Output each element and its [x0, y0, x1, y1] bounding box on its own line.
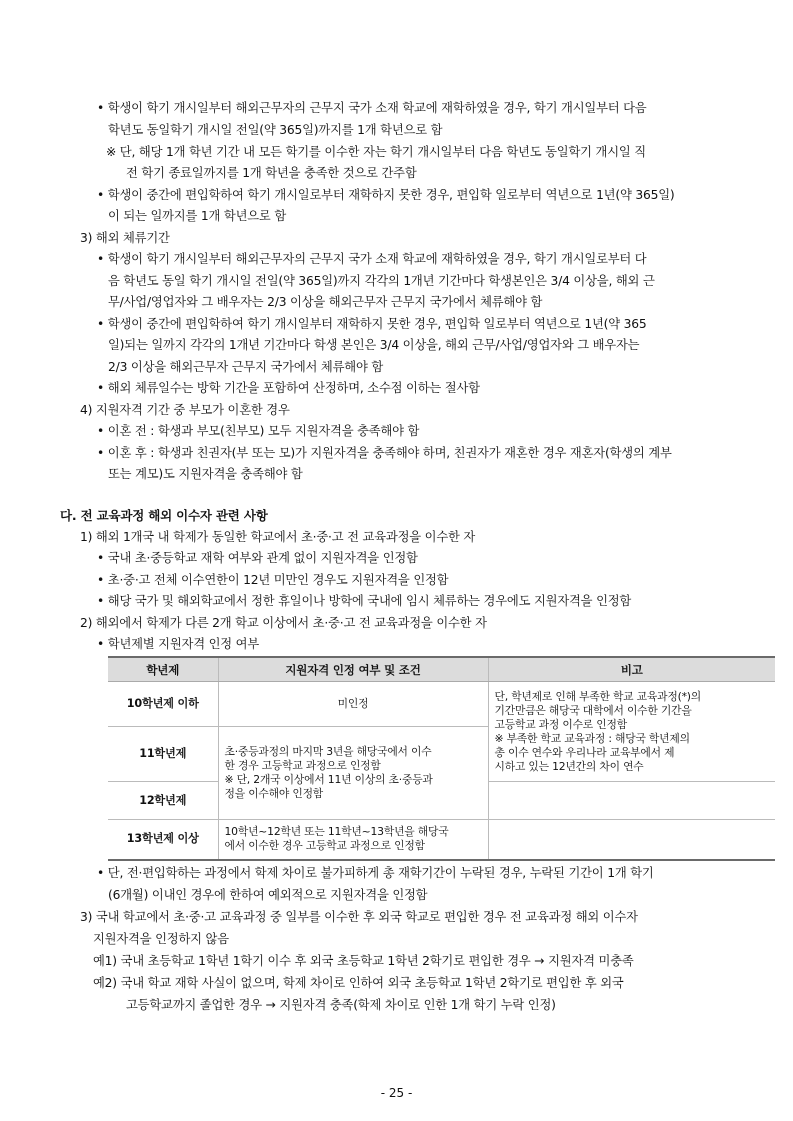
subsection-heading: 3) 해외 체류기간: [80, 231, 170, 245]
example-text: 예1) 국내 초등학교 1학년 1학기 이수 후 외국 초등학교 1학년 2학기로 편입한 경우 → 지원자격 미충족: [93, 954, 634, 968]
bullet-text: • 학생이 학기 개시일부터 해외근무자의 근무지 국가 소재 학교에 재학하였을 경우, 학기 개시일부터 다음: [97, 101, 647, 115]
bullet-text-cont: 음 학년도 동일 학기 개시일 전일(약 365일)까지 각각의 1개년 기간마다 학생본인은 3/4 이상을, 해외 근: [108, 274, 655, 288]
note-cell: 단, 학년제로 인해 부족한 학교 교육과정(*)의 기간만큼은 해당국 대학에서 이수한 기간을 고등학교 과정 이수로 인정함 ※ 부족한 학교 교육과정 : 해당국 학년제의 총 이수 연수와 우리나라 교육부에서 제 시하고 있는 12년간의 차이 연수: [488, 682, 775, 782]
bullet-text: • 국내 초·중등학교 재학 여부와 관계 없이 지원자격을 인정함: [97, 551, 418, 565]
bullet-text: • 단, 전·편입학하는 과정에서 학제 차이로 불가피하게 총 재학기간이 누락된 경우, 누락된 기간이 1개 학기: [97, 866, 654, 880]
subsection-heading: 3) 국내 학교에서 초·중·고 교육과정 중 일부를 이수한 후 외국 학교로 편입한 경우 전 교육과정 해외 이수자: [80, 910, 638, 924]
bullet-text: • 학생이 중간에 편입학하여 학기 개시일부터 재학하지 못한 경우, 편입학 일로부터 역년으로 1년(약 365: [97, 317, 647, 331]
bullet-text: • 초·중·고 전체 이수연한이 12년 미만인 경우도 지원자격을 인정함: [97, 573, 449, 587]
example-text: 예2) 국내 학교 재학 사실이 없으며, 학제 차이로 인하여 외국 초등학교 1학년 2학기로 편입한 후 외국: [93, 976, 624, 990]
note-text: ※ 단, 해당 1개 학년 기간 내 모든 학기를 이수한 자는 학기 개시일부터 다음 학년도 동일학기 개시일 직: [106, 145, 646, 159]
table-header: 지원자격 인정 여부 및 조건: [218, 657, 488, 682]
grade-condition: 미인정: [218, 682, 488, 727]
note-text-cont: 전 학기 종료일까지를 1개 학년을 충족한 것으로 간주함: [126, 166, 417, 180]
subsection-heading: 4) 지원자격 기간 중 부모가 이혼한 경우: [80, 403, 290, 417]
table-row: [108, 820, 775, 860]
empty-cell: [488, 820, 775, 860]
bullet-text-cont: 일)되는 일까지 각각의 1개년 기간마다 학생 본인은 3/4 이상을, 해외 근무/사업/영업자와 그 배우자는: [108, 338, 640, 352]
subsection-heading-cont: 지원자격을 인정하지 않음: [93, 932, 229, 946]
bullet-text-cont: (6개월) 이내인 경우에 한하여 예외적으로 지원자격을 인정함: [108, 888, 428, 902]
bullet-text-cont: 무/사업/영업자와 그 배우자는 2/3 이상을 해외근무자 근무지 국가에서 체류해야 함: [108, 295, 543, 309]
grade-label: 11학년제: [108, 727, 218, 782]
bullet-text: • 학년제별 지원자격 인정 여부: [97, 637, 260, 651]
subsection-heading: 2) 해외에서 학제가 다른 2개 학교 이상에서 초·중·고 전 교육과정을 이수한 자: [80, 616, 487, 630]
bullet-text: • 해외 체류일수는 방학 기간을 포함하여 산정하며, 소수점 이하는 절사함: [97, 381, 480, 395]
grade-system-table: [108, 656, 775, 861]
empty-cell: [488, 782, 775, 820]
grade-label: 12학년제: [108, 782, 218, 820]
bullet-text: • 이혼 전 : 학생과 부모(친부모) 모두 지원자격을 충족해야 함: [97, 424, 420, 438]
table-header-row: [108, 657, 775, 682]
table-row: [108, 682, 775, 727]
grade-label: 13학년제 이상: [108, 820, 218, 860]
grade-condition: 초·중등과정의 마지막 3년을 해당국에서 이수 한 경우 고등학교 과정으로 인정함 ※ 단, 2개국 이상에서 11년 이상의 초·중등과 정을 이수해야 인정함: [218, 727, 488, 820]
bullet-text: • 해당 국가 및 해외학교에서 정한 휴일이나 방학에 국내에 임시 체류하는 경우에도 지원자격을 인정함: [97, 594, 632, 608]
section-heading: 다. 전 교육과정 해외 이수자 관련 사항: [60, 508, 268, 523]
example-text-cont: 고등학교까지 졸업한 경우 → 지원자격 충족(학제 차이로 인한 1개 학기 누락 인정): [126, 998, 556, 1012]
bullet-text-cont: 2/3 이상을 해외근무자 근무지 국가에서 체류해야 함: [108, 360, 384, 374]
bullet-text-cont: 이 되는 일까지를 1개 학년으로 함: [108, 209, 286, 223]
page-number: - 25 -: [380, 1086, 413, 1100]
bullet-text-cont: 학년도 동일학기 개시일 전일(약 365일)까지를 1개 학년으로 함: [108, 123, 443, 137]
grade-label: 10학년제 이하: [108, 682, 218, 727]
bullet-text: • 학생이 중간에 편입학하여 학기 개시일로부터 재학하지 못한 경우, 편입학 일로부터 역년으로 1년(약 365일): [97, 188, 675, 202]
bullet-text: • 학생이 학기 개시일부터 해외근무자의 근무지 국가 소재 학교에 재학하였을 경우, 학기 개시일로부터 다: [97, 252, 647, 266]
subsection-heading: 1) 해외 1개국 내 학제가 동일한 학교에서 초·중·고 전 교육과정을 이수한 자: [80, 530, 476, 544]
table-header: 학년제: [108, 657, 218, 682]
grade-condition: 10학년~12학년 또는 11학년~13학년을 해당국 에서 이수한 경우 고등학교 과정으로 인정함: [218, 820, 488, 860]
bullet-text-cont: 또는 계모)도 지원자격을 충족해야 함: [108, 467, 303, 481]
table-header: 비고: [488, 657, 775, 682]
bullet-text: • 이혼 후 : 학생과 친권자(부 또는 모)가 지원자격을 충족해야 하며, 친권자가 재혼한 경우 재혼자(학생의 계부: [97, 446, 672, 460]
